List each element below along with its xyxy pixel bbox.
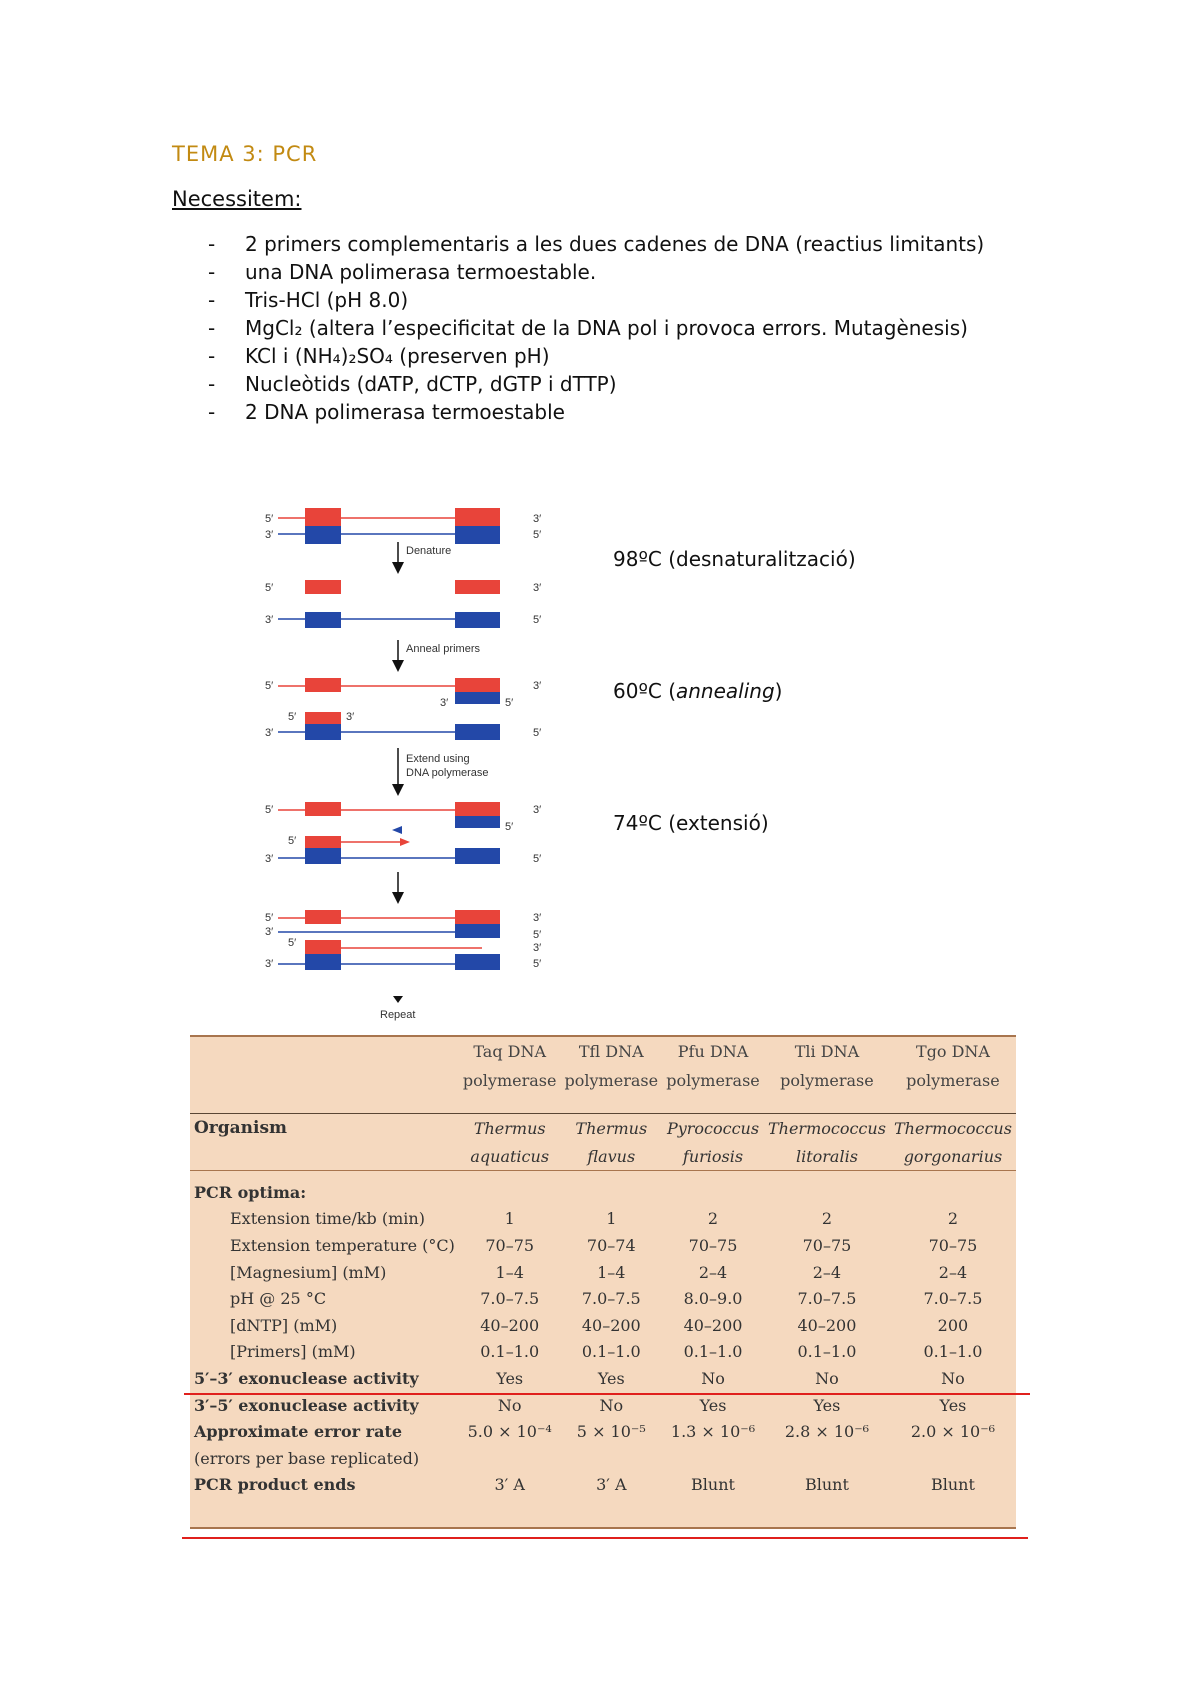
strand-end-label: 5′ <box>533 727 542 739</box>
row-label: Extension time/kb (min) <box>230 1209 425 1229</box>
table-header-cell: polymerase <box>906 1071 1000 1090</box>
strand-end-label: 3′ <box>533 942 542 954</box>
table-cell: 2–4 <box>938 1262 968 1282</box>
strand-end-label: 5′ <box>265 912 274 924</box>
table-cell: 40–200 <box>581 1315 641 1335</box>
dna-annealed-primers <box>265 678 541 740</box>
strand-end-label: 5′ <box>288 937 297 949</box>
row-label: 3′–5′ exonuclease activity <box>194 1395 419 1415</box>
row-label: pH @ 25 °C <box>230 1289 327 1309</box>
organism-cell: Pyrococcus <box>662 1114 764 1143</box>
organism-cell: furiosis <box>682 1146 744 1166</box>
strand-end-label: 5′ <box>265 513 274 525</box>
anneal-temperature-word: annealing <box>676 679 775 703</box>
table-cell: 2 <box>947 1209 959 1229</box>
table-cell: 3′ A <box>494 1475 525 1495</box>
strand-end-label: 3′ <box>265 926 274 938</box>
organism-cell: Thermus <box>561 1114 663 1143</box>
list-item-text: KCl i (NH₄)₂SO₄ (preserven pH) <box>245 344 550 368</box>
table-cell: 70–75 <box>485 1235 535 1255</box>
extension-temperature: 74ºC (extensió) <box>613 811 769 835</box>
strand-end-label: 5′ <box>288 835 297 847</box>
table-cell: 2 <box>707 1209 719 1229</box>
strand-end-label: 5′ <box>533 853 542 865</box>
table-header-row <box>190 1037 1016 1066</box>
table-cell: 7.0–7.5 <box>581 1289 641 1309</box>
table-cell: 40–200 <box>480 1315 540 1335</box>
list-item <box>172 286 992 314</box>
table-cell: 40–200 <box>797 1315 857 1335</box>
table-cell: Yes <box>496 1368 524 1388</box>
organism-cell: Thermococcus <box>890 1114 1016 1143</box>
strand-end-label: 5′ <box>505 821 514 833</box>
list-bullet: - <box>208 288 216 312</box>
table-cell: 70–74 <box>586 1235 636 1255</box>
anneal-temperature-suffix: ) <box>774 679 783 703</box>
table-cell: No <box>701 1368 725 1388</box>
table-cell: 3′ A <box>596 1475 627 1495</box>
organism-cell: Thermococcus <box>764 1114 890 1143</box>
anneal-temperature-prefix: 60ºC ( <box>613 679 676 703</box>
table-row <box>190 1418 1016 1445</box>
pcr-cycle-diagram <box>250 500 570 1025</box>
table-cell: 1.3 × 10⁻⁶ <box>670 1422 756 1442</box>
step-anneal-label: Anneal primers <box>406 643 480 655</box>
row-label: [Primers] (mM) <box>230 1342 356 1362</box>
list-item <box>172 370 992 398</box>
table-cell: 2–4 <box>812 1262 842 1282</box>
table-row <box>190 1472 1016 1499</box>
denature-temperature: 98ºC (desnaturalització) <box>613 547 856 571</box>
row-label: Approximate error rate <box>194 1422 403 1442</box>
table-cell: No <box>599 1395 624 1415</box>
list-item-text: una DNA polimerasa termoestable. <box>245 260 597 284</box>
table-cell: 8.0–9.0 <box>683 1289 743 1309</box>
row-label: [dNTP] (mM) <box>230 1315 338 1335</box>
strand-end-label: 5′ <box>533 529 542 541</box>
table-header-cell: polymerase <box>780 1071 874 1090</box>
table-header-cell: Tgo DNA <box>915 1042 990 1061</box>
strand-end-label: 5′ <box>533 614 542 626</box>
list-item-text: Nucleòtids (dATP, dCTP, dGTP i dTTP) <box>245 372 617 396</box>
table-row <box>190 1312 1016 1339</box>
table-cell: 0.1–1.0 <box>683 1342 743 1362</box>
table-row <box>190 1339 1016 1366</box>
table-cell: Yes <box>939 1395 967 1415</box>
table-cell: 40–200 <box>683 1315 743 1335</box>
list-bullet: - <box>208 400 216 424</box>
strand-end-label: 3′ <box>533 804 542 816</box>
row-note: (errors per base replicated) <box>194 1448 420 1468</box>
organism-cell: flavus <box>587 1146 636 1166</box>
step-denature-label: Denature <box>406 545 452 557</box>
table-cell: 0.1–1.0 <box>581 1342 641 1362</box>
table-row <box>190 1392 1016 1419</box>
table-row <box>190 1179 1016 1206</box>
table-header-cell: polymerase <box>666 1071 760 1090</box>
table-cell: Blunt <box>930 1475 975 1495</box>
list-item <box>172 314 992 342</box>
page-title: TEMA 3: PCR <box>172 142 318 166</box>
strand-end-label: 3′ <box>265 958 274 970</box>
table-cell: 0.1–1.0 <box>797 1342 857 1362</box>
row-label: PCR product ends <box>194 1475 356 1495</box>
list-bullet: - <box>208 232 216 256</box>
organism-row <box>190 1114 1016 1143</box>
section-heading: Necessitem: <box>172 187 302 211</box>
table-row <box>190 1259 1016 1286</box>
table-header-cell: Tli DNA <box>794 1042 860 1061</box>
table-cell: Blunt <box>804 1475 849 1495</box>
table-cell: 200 <box>937 1315 969 1335</box>
strand-end-label: 5′ <box>533 958 542 970</box>
strand-end-label: 3′ <box>346 711 355 723</box>
table-cell: 5 × 10⁻⁵ <box>576 1422 646 1442</box>
table-row <box>190 1365 1016 1392</box>
list-bullet: - <box>208 344 216 368</box>
organism-row <box>190 1142 1016 1171</box>
organism-cell: Thermus <box>459 1114 561 1143</box>
annotation-red-line <box>182 1537 1028 1539</box>
table-cell: 2–4 <box>698 1262 728 1282</box>
strand-end-label: 3′ <box>265 853 274 865</box>
table-header-cell: Taq DNA <box>473 1042 547 1061</box>
table-cell: Blunt <box>691 1475 735 1495</box>
table-header-cell: Tfl DNA <box>578 1042 644 1061</box>
strand-end-label: 5′ <box>265 680 274 692</box>
table-cell: 7.0–7.5 <box>797 1289 857 1309</box>
requirements-list <box>172 230 992 426</box>
list-item-text: Tris-HCl (pH 8.0) <box>245 288 409 312</box>
organism-cell: litoralis <box>795 1146 858 1166</box>
strand-end-label: 3′ <box>533 513 542 525</box>
list-item <box>172 230 992 258</box>
dna-two-duplexes <box>265 910 541 970</box>
dna-separated-strands <box>265 580 541 628</box>
dna-double-strand <box>265 508 541 544</box>
table-cell: 7.0–7.5 <box>480 1289 540 1309</box>
list-bullet: - <box>208 372 216 396</box>
organism-cell: gorgonarius <box>903 1146 1003 1166</box>
table-cell: 0.1–1.0 <box>923 1342 983 1362</box>
table-header-cell: polymerase <box>462 1071 557 1090</box>
strand-end-label: 5′ <box>288 711 297 723</box>
strand-end-label: 3′ <box>265 614 274 626</box>
strand-end-label: 3′ <box>440 697 449 709</box>
list-item-text: MgCl₂ (altera l’especificitat de la DNA pol i provoca errors. Mutagènesis) <box>245 316 968 340</box>
table-cell: 70–75 <box>688 1235 738 1255</box>
table-cell: 2 <box>821 1209 833 1229</box>
strand-end-label: 3′ <box>265 727 274 739</box>
table-header-cell: Pfu DNA <box>677 1042 749 1061</box>
list-item-text: 2 primers complementaris a les dues cadenes de DNA (reactius limitants) <box>245 232 985 256</box>
table-cell: 5.0 × 10⁻⁴ <box>467 1422 552 1442</box>
table-cell: 1–4 <box>495 1262 524 1282</box>
table-cell: No <box>941 1368 965 1388</box>
table-cell: Yes <box>597 1368 625 1388</box>
list-bullet: - <box>208 260 216 284</box>
table-cell: 2.0 × 10⁻⁶ <box>910 1422 996 1442</box>
list-item <box>172 398 992 426</box>
strand-end-label: 3′ <box>533 680 542 692</box>
list-item <box>172 258 992 286</box>
step-extend-label-1: Extend using <box>406 753 470 765</box>
table-header-cell: polymerase <box>564 1071 659 1090</box>
step-repeat-label: Repeat <box>380 1009 416 1021</box>
row-label: 5′–3′ exonuclease activity <box>194 1368 419 1388</box>
organism-label: Organism <box>190 1114 459 1143</box>
table-cell: 1–4 <box>597 1262 626 1282</box>
list-bullet: - <box>208 316 216 340</box>
pcr-optima-label: PCR optima: <box>194 1182 307 1202</box>
table-cell: 1 <box>606 1209 617 1229</box>
annotation-red-line <box>184 1393 1030 1395</box>
table-cell: 0.1–1.0 <box>480 1342 540 1362</box>
table-cell: No <box>815 1368 839 1388</box>
step-extend-label-2: DNA polymerase <box>406 767 489 779</box>
strand-end-label: 5′ <box>265 582 274 594</box>
polymerase-comparison-table <box>190 1035 1016 1529</box>
strand-end-label: 5′ <box>505 697 514 709</box>
strand-end-label: 3′ <box>533 582 542 594</box>
list-item-text: 2 DNA polimerasa termoestable <box>245 400 565 424</box>
table-cell: 7.0–7.5 <box>923 1289 983 1309</box>
table-cell: Yes <box>813 1395 841 1415</box>
list-item <box>172 342 992 370</box>
row-label: [Magnesium] (mM) <box>230 1262 387 1282</box>
table-cell: Yes <box>699 1395 727 1415</box>
organism-cell: aquaticus <box>470 1146 550 1166</box>
dna-extension <box>265 802 541 865</box>
table-header-row <box>190 1066 1016 1095</box>
table-cell: 70–75 <box>928 1235 978 1255</box>
table-cell: No <box>497 1395 522 1415</box>
table-cell: 70–75 <box>802 1235 852 1255</box>
row-label: Extension temperature (°C) <box>230 1235 455 1255</box>
strand-end-label: 3′ <box>533 912 542 924</box>
table-row <box>190 1232 1016 1259</box>
table-cell: 2.8 × 10⁻⁶ <box>784 1422 870 1442</box>
table-row <box>190 1206 1016 1233</box>
strand-end-label: 5′ <box>265 804 274 816</box>
strand-end-label: 5′ <box>533 929 542 941</box>
strand-end-label: 3′ <box>265 529 274 541</box>
anneal-temperature <box>613 679 782 703</box>
table-row <box>190 1445 1016 1472</box>
table-cell: 1 <box>504 1209 515 1229</box>
table-row <box>190 1285 1016 1312</box>
